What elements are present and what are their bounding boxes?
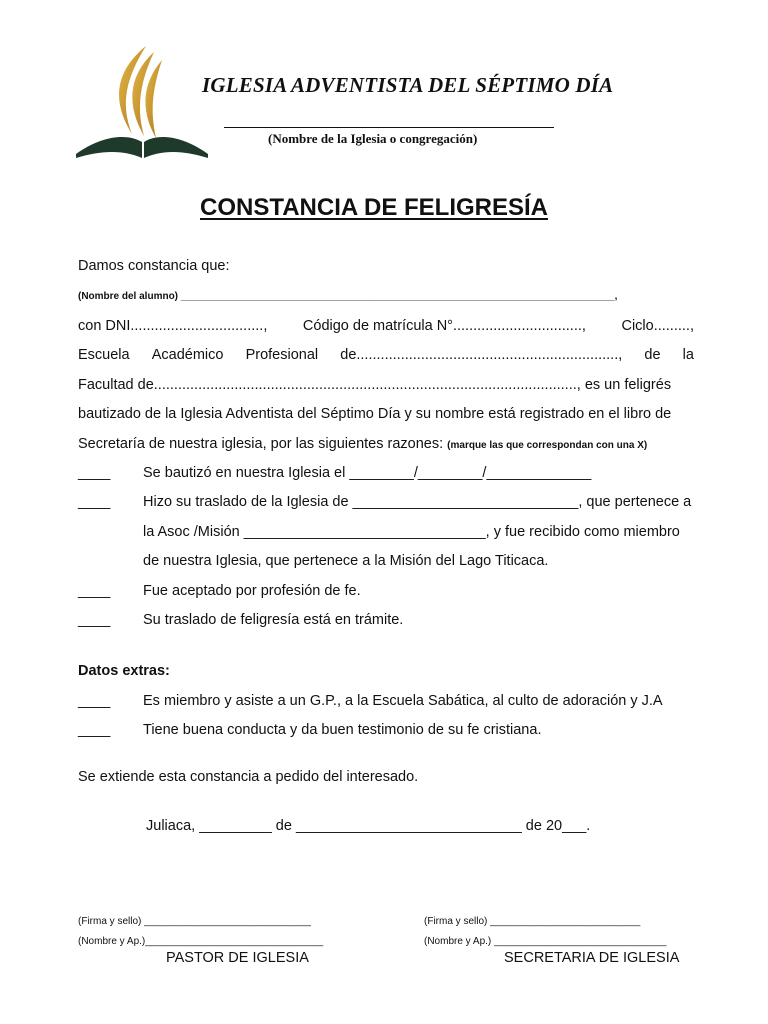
school-field: de................................................................., xyxy=(340,347,623,363)
secretary-text: Secretaría de nuestra iglesia, por las siguientes razones: xyxy=(78,436,444,452)
secretary-name-field: (Nombre y Ap.) _______________________________ xyxy=(424,936,667,947)
checkbox-blank: ____ xyxy=(78,612,111,628)
document-title: CONSTANCIA DE FELIGRESÍA xyxy=(200,194,549,221)
extra-member: Es miembro y asiste a un G.P., a la Escuela Sabática, al culto de adoración y J.A xyxy=(143,693,663,709)
reason-transfer-asoc: la Asoc /Misión ______________________________, y fue recibido como miembro xyxy=(143,524,680,540)
date-line: Juliaca, _________ de ____________________________ de 20___. xyxy=(146,818,591,834)
student-name-field: (Nombre del alumno) ______________________________________________________________________________, xyxy=(78,291,618,302)
school-word-2: Académico xyxy=(151,347,224,363)
dni-field: con DNI................................., xyxy=(78,318,268,334)
reason-transfer-mision: de nuestra Iglesia, que pertenece a la Misión del Lago Titicaca. xyxy=(143,553,549,569)
extras-heading: Datos extras: xyxy=(78,663,170,679)
church-name: IGLESIA ADVENTISTA DEL SÉPTIMO DÍA xyxy=(202,73,614,97)
school-line xyxy=(78,347,694,363)
dni-line xyxy=(78,318,694,334)
pastor-signature-field: (Firma y sello) ______________________________ xyxy=(78,916,311,927)
checkbox-blank: ____ xyxy=(78,583,111,599)
checkbox-blank: ____ xyxy=(78,722,111,738)
school-word-1: Escuela xyxy=(78,347,130,363)
intro-text: Damos constancia que: xyxy=(78,258,230,274)
adventist-logo-icon xyxy=(74,42,210,160)
secretary-note: (marque las que correspondan con una X) xyxy=(447,440,648,451)
checkbox-blank: ____ xyxy=(78,494,111,510)
school-word-3: Profesional xyxy=(245,347,319,363)
closing-text: Se extiende esta constancia a pedido del interesado. xyxy=(78,769,419,785)
secretary-line xyxy=(78,436,647,452)
checkbox-blank: ____ xyxy=(78,465,111,481)
pastor-name-field: (Nombre y Ap.)________________________________ xyxy=(78,936,324,947)
church-name-underline xyxy=(224,127,554,128)
checkbox-blank: ____ xyxy=(78,693,111,709)
school-word-5: de xyxy=(644,347,661,363)
church-subtitle: (Nombre de la Iglesia o congregación) xyxy=(268,131,478,146)
reason-baptized: Se bautizó en nuestra Iglesia el ________/________/_____________ xyxy=(143,465,592,481)
secretary-role: SECRETARIA DE IGLESIA xyxy=(504,950,680,966)
reason-transfer: Hizo su traslado de la Iglesia de ____________________________, que pertenece a xyxy=(143,494,692,510)
extra-conduct: Tiene buena conducta y da buen testimonio de su fe cristiana. xyxy=(143,722,542,738)
reason-pending: Su traslado de feligresía está en trámite. xyxy=(143,612,404,628)
reason-profession: Fue aceptado por profesión de fe. xyxy=(143,583,361,599)
matricula-field: Código de matrícula N°................................, xyxy=(302,318,586,334)
baptized-line: bautizado de la Iglesia Adventista del Séptimo Día y su nombre está registrado en el libro de xyxy=(78,406,672,422)
ciclo-field: Ciclo........., xyxy=(621,318,694,334)
faculty-line: Facultad de........................................................................................................., es un feligrés xyxy=(78,377,672,393)
pastor-role: PASTOR DE IGLESIA xyxy=(166,950,309,966)
school-word-6: la xyxy=(682,347,694,363)
secretary-signature-field: (Firma y sello) ___________________________ xyxy=(424,916,641,927)
